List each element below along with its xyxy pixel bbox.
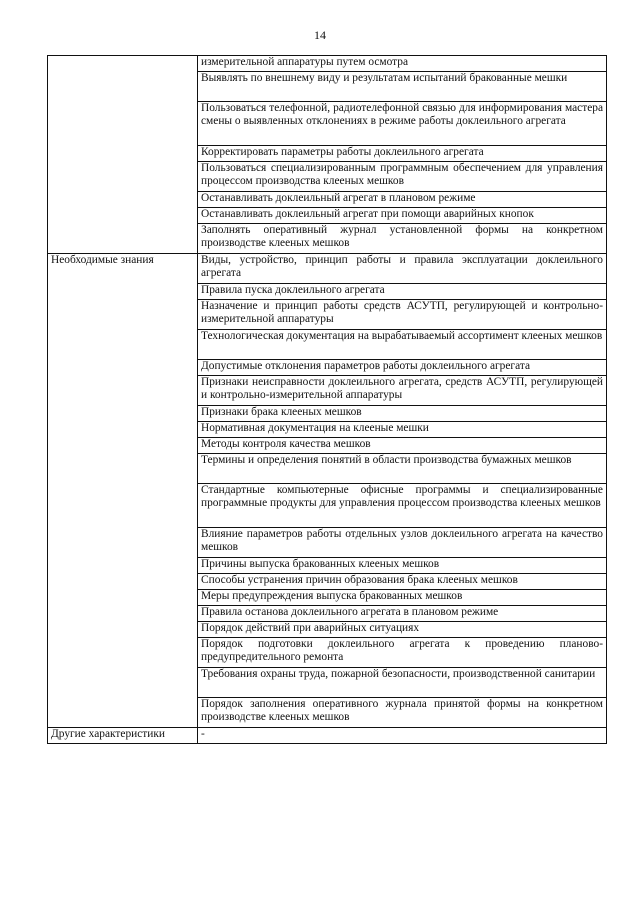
table-cell: Порядок заполнения оперативного журнала принятой формы на конкретном производстве клееных мешков (198, 698, 607, 728)
table-cell: Виды, устройство, принцип работы и правила эксплуатации доклеильного агрегата (198, 254, 607, 284)
table-cell: измерительной аппаратуры путем осмотра (198, 56, 607, 72)
table-cell: Порядок действий при аварийных ситуациях (198, 622, 607, 638)
table-row (48, 728, 607, 744)
table-row (48, 56, 607, 72)
table-cell: Способы устранения причин образования брака клееных мешков (198, 574, 607, 590)
table-cell: Пользоваться телефонной, радиотелефонной связью для информирования мастера смены о выявленных отклонениях в режиме работы доклеильного агрегата (198, 102, 607, 146)
table-cell: Требования охраны труда, пожарной безопасности, производственной санитарии (198, 668, 607, 698)
table-cell: Технологическая документация на вырабатываемый ассортимент клееных мешков (198, 330, 607, 360)
table-cell: Признаки неисправности доклеильного агрегата, средств АСУТП, регулирующей и контрольно-измерительной аппаратуры (198, 376, 607, 406)
table-cell: Правила пуска доклеильного агрегата (198, 284, 607, 300)
table-cell: Останавливать доклеильный агрегат при помощи аварийных кнопок (198, 208, 607, 224)
table-cell: Правила останова доклеильного агрегата в плановом режиме (198, 606, 607, 622)
table-cell: Назначение и принцип работы средств АСУТП, регулирующей и контрольно-измерительной аппаратуры (198, 300, 607, 330)
table-cell: Заполнять оперативный журнал установленной формы на конкретном производстве клееных мешков (198, 224, 607, 254)
table-cell: Порядок подготовки доклеильного агрегата к проведению планово-предупредительного ремонта (198, 638, 607, 668)
table-cell: Корректировать параметры работы доклеильного агрегата (198, 146, 607, 162)
table-cell: - (198, 728, 607, 744)
table-row (48, 254, 607, 284)
standard-table (47, 55, 607, 744)
page-number: 14 (314, 28, 326, 42)
table-cell: Влияние параметров работы отдельных узлов доклеильного агрегата на качество мешков (198, 528, 607, 558)
table-cell: Стандартные компьютерные офисные программы и специализированные программные продукты для управления процессом производства клееных мешков (198, 484, 607, 528)
table-cell: Методы контроля качества мешков (198, 438, 607, 454)
table-cell: Признаки брака клееных мешков (198, 406, 607, 422)
table-cell: Нормативная документация на клееные мешки (198, 422, 607, 438)
table-cell: Меры предупреждения выпуска бракованных мешков (198, 590, 607, 606)
table-cell: Термины и определения понятий в области производства бумажных мешков (198, 454, 607, 484)
row-label-cell (48, 56, 198, 254)
row-label-cell: Другие характеристики (48, 728, 198, 744)
table-cell: Выявлять по внешнему виду и результатам испытаний бракованные мешки (198, 72, 607, 102)
row-label-cell: Необходимые знания (48, 254, 198, 728)
table-cell: Пользоваться специализированным программным обеспечением для управления процессом производства клееных мешков (198, 162, 607, 192)
table-cell: Допустимые отклонения параметров работы доклеильного агрегата (198, 360, 607, 376)
table-cell: Останавливать доклеильный агрегат в плановом режиме (198, 192, 607, 208)
table-cell: Причины выпуска бракованных клееных мешков (198, 558, 607, 574)
